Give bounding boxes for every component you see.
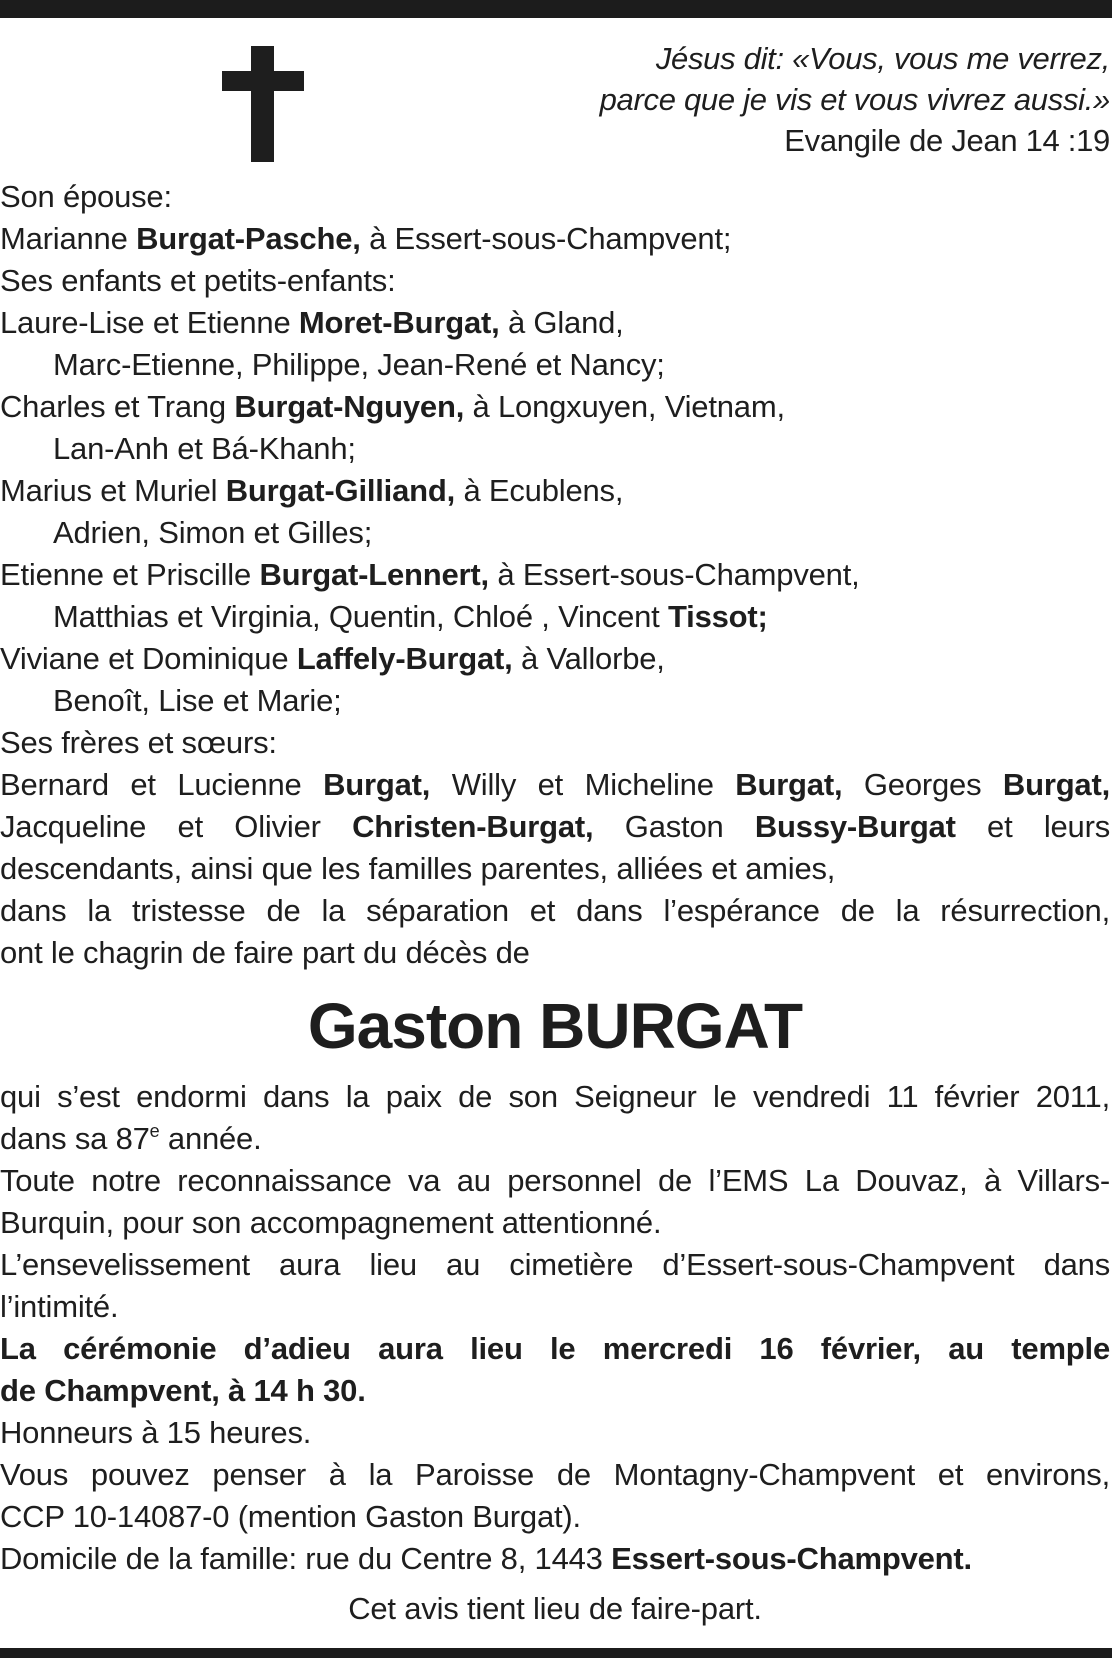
bible-quote (600, 38, 1110, 161)
thanks-line-2: Burquin, pour son accompagnement attentionné. (0, 1205, 662, 1240)
child-family-line: Charles et Trang Burgat-Nguyen, à Longxuyen, Vietnam, (0, 389, 785, 424)
deceased-name: Gaston BURGAT (307, 990, 803, 1062)
quote-line-1: Jésus dit: «Vous, vous me verrez, (655, 41, 1110, 76)
obituary-text (0, 176, 1110, 1630)
spouse-heading: Son épouse: (0, 179, 172, 214)
address-line: Domicile de la famille: rue du Centre 8, 1443 Essert-sous-Champvent. (0, 1541, 972, 1576)
notice-line: Cet avis tient lieu de faire-part. (348, 1591, 762, 1626)
closing-line-3: ont le chagrin de faire part du décès de (0, 935, 530, 970)
child-family-line: Viviane et Dominique Laffely-Burgat, à Vallorbe, (0, 641, 665, 676)
closing-line-2: dans la tristesse de la séparation et dans l’espérance de la résurrection, (0, 893, 1110, 928)
death-line-2: dans sa 87e année. (0, 1121, 262, 1156)
grandchildren-line: Matthias et Virginia, Quentin, Chloé , Vincent Tissot; (53, 599, 768, 634)
siblings-line-1: Bernard et Lucienne Burgat, Willy et Micheline Burgat, Georges Burgat, (0, 767, 1110, 802)
ceremony-line-1: La cérémonie d’adieu aura lieu le mercredi 16 février, au temple (0, 1331, 1110, 1366)
ceremony-line-2: de Champvent, à 14 h 30. (0, 1373, 366, 1408)
child-family-line: Marius et Muriel Burgat-Gilliand, à Ecublens, (0, 473, 624, 508)
grandchildren-line: Benoît, Lise et Marie; (53, 683, 342, 718)
quote-line-2: parce que je vis et vous vivrez aussi.» (599, 82, 1110, 117)
grandchildren-line: Lan-Anh et Bá-Khanh; (53, 431, 356, 466)
honours-line: Honneurs à 15 heures. (0, 1415, 312, 1450)
child-family-line: Etienne et Priscille Burgat-Lennert, à Essert-sous-Champvent, (0, 557, 860, 592)
quote-reference: Evangile de Jean 14 :19 (784, 123, 1110, 158)
bottom-rule (0, 1648, 1112, 1658)
donation-line-2: CCP 10-14087-0 (mention Gaston Burgat). (0, 1499, 581, 1534)
child-family-line: Laure-Lise et Etienne Moret-Burgat, à Gland, (0, 305, 624, 340)
top-rule (0, 0, 1112, 18)
siblings-heading: Ses frères et sœurs: (0, 725, 277, 760)
spouse-line: Marianne Burgat-Pasche, à Essert-sous-Champvent; (0, 221, 732, 256)
thanks-line-1: Toute notre reconnaissance va au personnel de l’EMS La Douvaz, à Villars- (0, 1163, 1110, 1198)
grandchildren-line: Adrien, Simon et Gilles; (53, 515, 373, 550)
burial-line-1: L’ensevelissement aura lieu au cimetière d’Essert-sous-Champvent dans (0, 1247, 1110, 1282)
cross-icon (222, 46, 304, 162)
children-heading: Ses enfants et petits-enfants: (0, 263, 396, 298)
burial-line-2: l’intimité. (0, 1289, 119, 1324)
grandchildren-line: Marc-Etienne, Philippe, Jean-René et Nancy; (53, 347, 665, 382)
donation-line-1: Vous pouvez penser à la Paroisse de Montagny-Champvent et environs, (0, 1457, 1110, 1492)
closing-line-1: descendants, ainsi que les familles parentes, alliées et amies, (0, 851, 836, 886)
death-line-1: qui s’est endormi dans la paix de son Seigneur le vendredi 11 février 2011, (0, 1079, 1110, 1114)
siblings-line-2: Jacqueline et Olivier Christen-Burgat, Gaston Bussy-Burgat et leurs (0, 809, 1110, 844)
